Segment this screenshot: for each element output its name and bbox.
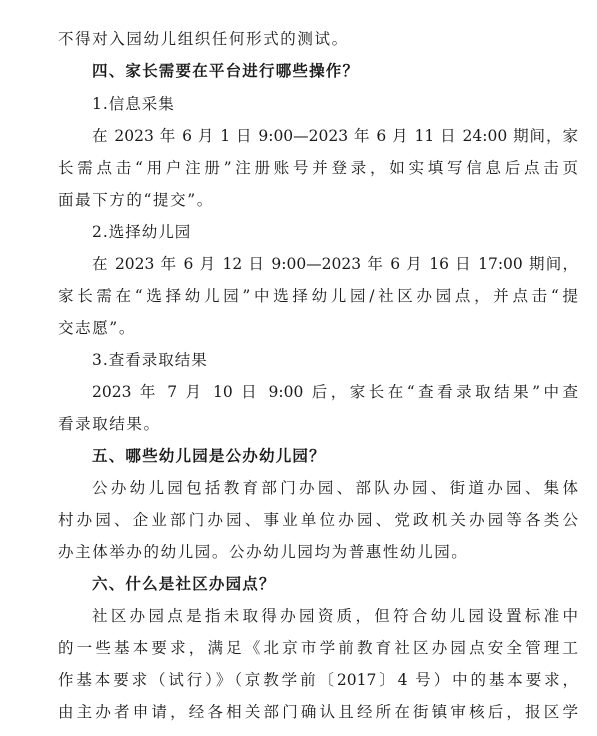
paragraph-line: 2023 年 7 月 10 日 9:00 后，家长在“查看录取结果”中查 — [92, 383, 578, 401]
paragraph-line: 办主体举办的幼儿园。公办幼儿园均为普惠性幼儿园。 — [58, 543, 469, 561]
paragraph-line: 家长需在“选择幼儿园”中选择幼儿园/社区办园点，并点击“提 — [58, 287, 578, 305]
paragraph-line: 由主办者申请，经各相关部门确认且经所在街镇审核后，报区学 — [58, 703, 578, 721]
paragraph-line: 不得对入园幼儿组织任何形式的测试。 — [58, 30, 349, 48]
paragraph-line: 社区办园点是指未取得办园资质，但符合幼儿园设置标准中 — [92, 607, 578, 625]
paragraph-line: 在 2023 年 6 月 1 日 9:00—2023 年 6 月 11 日 24:00 期间，家 — [92, 127, 578, 145]
paragraph-line: 面最下方的“提交”。 — [58, 191, 214, 209]
paragraph-line: 的一些基本要求，满足《北京市学前教育社区办园点安全管理工 — [58, 639, 578, 657]
paragraph-line: 公办幼儿园包括教育部门办园、部队办园、街道办园、集体 — [92, 479, 578, 497]
subsection-heading-view-results: 3.查看录取结果 — [92, 351, 208, 369]
paragraph-line: 长需点击“用户注册”注册账号并登录，如实填写信息后点击页 — [58, 159, 578, 177]
paragraph-line: 作基本要求（试行）》（京教学前〔2017〕4 号）中的基本要求， — [58, 671, 578, 689]
section-heading-6: 六、什么是社区办园点？ — [92, 575, 276, 593]
section-heading-5: 五、哪些幼儿园是公办幼儿园？ — [92, 447, 326, 465]
section-heading-4: 四、家长需要在平台进行哪些操作？ — [92, 62, 360, 80]
paragraph-line: 在 2023 年 6 月 12 日 9:00—2023 年 6 月 16 日 17:00 期间， — [92, 255, 578, 273]
paragraph-line: 看录取结果。 — [58, 415, 161, 433]
subsection-heading-choose-kindergarten: 2.选择幼儿园 — [92, 223, 192, 241]
paragraph-line: 村办园、企业部门办园、事业单位办园、党政机关办园等各类公 — [58, 511, 578, 529]
paragraph-line: 交志愿”。 — [58, 319, 136, 337]
subsection-heading-info-collection: 1.信息采集 — [92, 95, 175, 113]
